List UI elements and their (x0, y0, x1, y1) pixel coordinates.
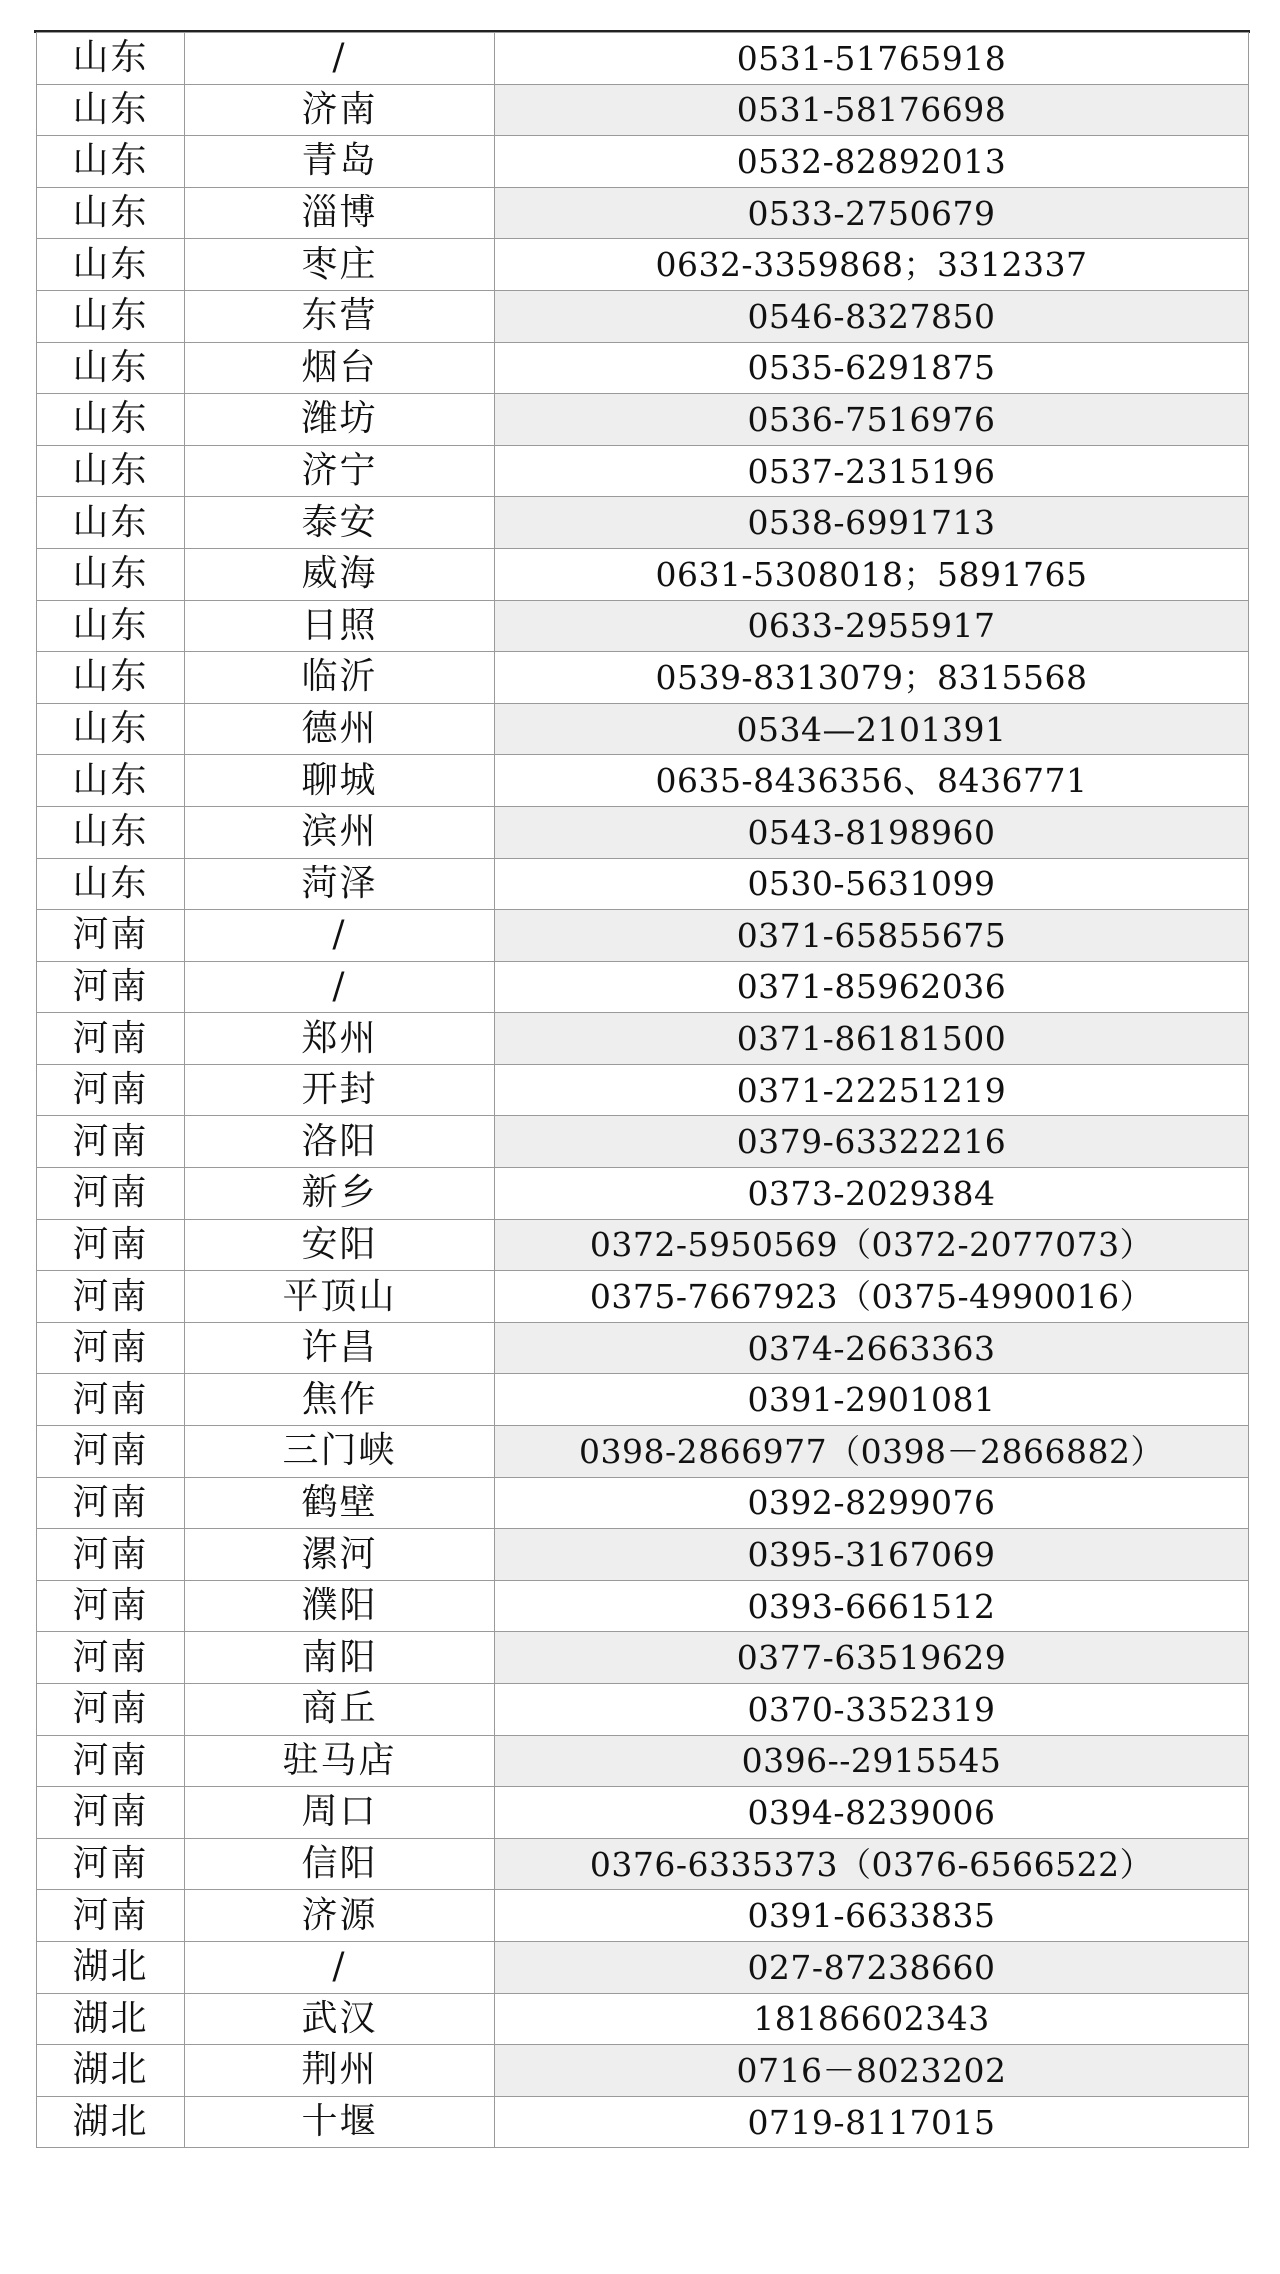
table-row (37, 1064, 1249, 1116)
province-cell: 河南 (37, 1735, 185, 1787)
city-cell: / (185, 910, 495, 962)
table-row (37, 1271, 1249, 1323)
table-row (37, 2045, 1249, 2097)
phone-cell: 0375-7667923（0375-4990016） (495, 1271, 1249, 1323)
phone-cell: 0537-2315196 (495, 445, 1249, 497)
table-row (37, 1787, 1249, 1839)
province-cell: 河南 (37, 1064, 185, 1116)
province-cell: 河南 (37, 1477, 185, 1529)
table-row (37, 394, 1249, 446)
phone-cell: 0395-3167069 (495, 1529, 1249, 1581)
phone-cell: 18186602343 (495, 1993, 1249, 2045)
table-row (37, 1374, 1249, 1426)
city-cell: 德州 (185, 703, 495, 755)
contact-table (36, 32, 1249, 2148)
table-row (37, 1941, 1249, 1993)
city-cell: 新乡 (185, 1168, 495, 1220)
city-cell: 枣庄 (185, 239, 495, 291)
province-cell: 河南 (37, 1632, 185, 1684)
province-cell: 河南 (37, 1374, 185, 1426)
table-row (37, 858, 1249, 910)
phone-cell: 0533-2750679 (495, 187, 1249, 239)
table-row (37, 548, 1249, 600)
province-cell: 湖北 (37, 1941, 185, 1993)
province-cell: 河南 (37, 910, 185, 962)
phone-cell: 0371-22251219 (495, 1064, 1249, 1116)
phone-cell: 0539-8313079；8315568 (495, 652, 1249, 704)
phone-cell: 0635-8436356、8436771 (495, 755, 1249, 807)
province-cell: 河南 (37, 1013, 185, 1065)
province-cell: 湖北 (37, 2096, 185, 2148)
phone-cell: 0373-2029384 (495, 1168, 1249, 1220)
phone-cell: 0532-82892013 (495, 136, 1249, 188)
province-cell: 山东 (37, 600, 185, 652)
city-cell: 许昌 (185, 1322, 495, 1374)
phone-cell: 0391-6633835 (495, 1890, 1249, 1942)
city-cell: 青岛 (185, 136, 495, 188)
table-row (37, 1632, 1249, 1684)
city-cell: 日照 (185, 600, 495, 652)
city-cell: 十堰 (185, 2096, 495, 2148)
phone-cell: 0370-3352319 (495, 1684, 1249, 1736)
phone-cell: 0531-58176698 (495, 84, 1249, 136)
city-cell: 开封 (185, 1064, 495, 1116)
province-cell: 河南 (37, 1684, 185, 1736)
phone-cell: 0536-7516976 (495, 394, 1249, 446)
province-cell: 山东 (37, 858, 185, 910)
phone-cell: 0371-85962036 (495, 961, 1249, 1013)
city-cell: 周口 (185, 1787, 495, 1839)
table-row (37, 1529, 1249, 1581)
province-cell: 山东 (37, 136, 185, 188)
table-row (37, 703, 1249, 755)
province-cell: 河南 (37, 1271, 185, 1323)
city-cell: 济源 (185, 1890, 495, 1942)
city-cell: 漯河 (185, 1529, 495, 1581)
phone-cell: 0396--2915545 (495, 1735, 1249, 1787)
province-cell: 山东 (37, 394, 185, 446)
table-row (37, 1993, 1249, 2045)
table-body (37, 33, 1249, 2148)
province-cell: 河南 (37, 1529, 185, 1581)
city-cell: / (185, 961, 495, 1013)
province-cell: 山东 (37, 755, 185, 807)
phone-cell: 0546-8327850 (495, 290, 1249, 342)
province-cell: 河南 (37, 1116, 185, 1168)
table-row (37, 342, 1249, 394)
city-cell: 烟台 (185, 342, 495, 394)
table-row (37, 806, 1249, 858)
city-cell: 濮阳 (185, 1580, 495, 1632)
city-cell: 东营 (185, 290, 495, 342)
table-row (37, 961, 1249, 1013)
table-row (37, 497, 1249, 549)
city-cell: / (185, 1941, 495, 1993)
province-cell: 河南 (37, 1838, 185, 1890)
city-cell: 聊城 (185, 755, 495, 807)
city-cell: 郑州 (185, 1013, 495, 1065)
phone-cell: 0376-6335373（0376-6566522） (495, 1838, 1249, 1890)
province-cell: 山东 (37, 84, 185, 136)
table-row (37, 1013, 1249, 1065)
city-cell: 驻马店 (185, 1735, 495, 1787)
phone-cell: 027-87238660 (495, 1941, 1249, 1993)
city-cell: 商丘 (185, 1684, 495, 1736)
city-cell: 安阳 (185, 1219, 495, 1271)
phone-cell: 0377-63519629 (495, 1632, 1249, 1684)
phone-cell: 0633-2955917 (495, 600, 1249, 652)
province-cell: 河南 (37, 1322, 185, 1374)
province-cell: 河南 (37, 1219, 185, 1271)
phone-cell: 0371-86181500 (495, 1013, 1249, 1065)
city-cell: 三门峡 (185, 1426, 495, 1478)
city-cell: 武汉 (185, 1993, 495, 2045)
phone-cell: 0374-2663363 (495, 1322, 1249, 1374)
table-row (37, 1219, 1249, 1271)
city-cell: / (185, 33, 495, 85)
phone-cell: 0631-5308018；5891765 (495, 548, 1249, 600)
phone-cell: 0530-5631099 (495, 858, 1249, 910)
city-cell: 淄博 (185, 187, 495, 239)
table-row (37, 290, 1249, 342)
province-cell: 河南 (37, 1787, 185, 1839)
province-cell: 山东 (37, 342, 185, 394)
phone-cell: 0531-51765918 (495, 33, 1249, 85)
city-cell: 菏泽 (185, 858, 495, 910)
table-row (37, 1426, 1249, 1478)
phone-cell: 0719-8117015 (495, 2096, 1249, 2148)
table-row (37, 910, 1249, 962)
table-row (37, 136, 1249, 188)
province-cell: 湖北 (37, 2045, 185, 2097)
city-cell: 南阳 (185, 1632, 495, 1684)
phone-cell: 0394-8239006 (495, 1787, 1249, 1839)
phone-cell: 0391-2901081 (495, 1374, 1249, 1426)
phone-cell: 0371-65855675 (495, 910, 1249, 962)
city-cell: 潍坊 (185, 394, 495, 446)
city-cell: 济宁 (185, 445, 495, 497)
table-row (37, 1168, 1249, 1220)
city-cell: 鹤壁 (185, 1477, 495, 1529)
city-cell: 威海 (185, 548, 495, 600)
table-row (37, 84, 1249, 136)
province-cell: 河南 (37, 961, 185, 1013)
table-row (37, 1322, 1249, 1374)
phone-cell: 0392-8299076 (495, 1477, 1249, 1529)
phone-cell: 0398-2866977（0398－2866882） (495, 1426, 1249, 1478)
city-cell: 济南 (185, 84, 495, 136)
phone-cell: 0632-3359868；3312337 (495, 239, 1249, 291)
province-cell: 山东 (37, 497, 185, 549)
phone-cell: 0534—2101391 (495, 703, 1249, 755)
table-row (37, 1735, 1249, 1787)
province-cell: 山东 (37, 652, 185, 704)
table-row (37, 1580, 1249, 1632)
province-cell: 山东 (37, 806, 185, 858)
city-cell: 泰安 (185, 497, 495, 549)
city-cell: 临沂 (185, 652, 495, 704)
province-cell: 山东 (37, 187, 185, 239)
table-row (37, 2096, 1249, 2148)
city-cell: 滨州 (185, 806, 495, 858)
province-cell: 河南 (37, 1890, 185, 1942)
city-cell: 焦作 (185, 1374, 495, 1426)
phone-cell: 0372-5950569（0372-2077073） (495, 1219, 1249, 1271)
table-row (37, 1684, 1249, 1736)
table-row (37, 239, 1249, 291)
table-row (37, 600, 1249, 652)
table-row (37, 33, 1249, 85)
table-row (37, 187, 1249, 239)
table-row (37, 1116, 1249, 1168)
province-cell: 山东 (37, 33, 185, 85)
table-row (37, 1477, 1249, 1529)
table-row (37, 755, 1249, 807)
province-cell: 湖北 (37, 1993, 185, 2045)
table-row (37, 1838, 1249, 1890)
province-cell: 河南 (37, 1426, 185, 1478)
city-cell: 荆州 (185, 2045, 495, 2097)
phone-cell: 0535-6291875 (495, 342, 1249, 394)
province-cell: 河南 (37, 1168, 185, 1220)
phone-cell: 0543-8198960 (495, 806, 1249, 858)
city-cell: 洛阳 (185, 1116, 495, 1168)
phone-cell: 0393-6661512 (495, 1580, 1249, 1632)
province-cell: 山东 (37, 445, 185, 497)
province-cell: 山东 (37, 239, 185, 291)
table-row (37, 445, 1249, 497)
province-cell: 山东 (37, 290, 185, 342)
table-row (37, 652, 1249, 704)
phone-cell: 0379-63322216 (495, 1116, 1249, 1168)
province-cell: 山东 (37, 548, 185, 600)
city-cell: 信阳 (185, 1838, 495, 1890)
province-cell: 河南 (37, 1580, 185, 1632)
phone-cell: 0538-6991713 (495, 497, 1249, 549)
phone-cell: 0716－8023202 (495, 2045, 1249, 2097)
city-cell: 平顶山 (185, 1271, 495, 1323)
table-row (37, 1890, 1249, 1942)
province-cell: 山东 (37, 703, 185, 755)
